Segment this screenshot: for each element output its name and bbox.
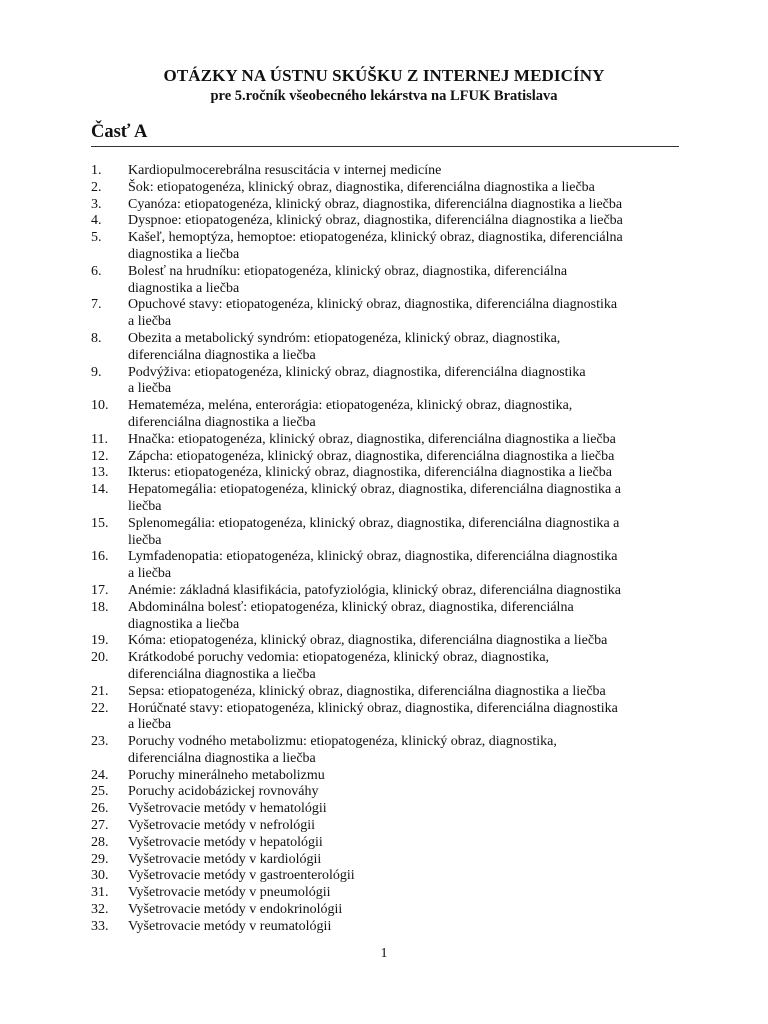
list-item — [91, 230, 691, 264]
question-text: Vyšetrovacie metódy v endokrinológii — [128, 902, 343, 918]
question-text: Hnačka: etiopatogenéza, klinický obraz, diagnostika, diferenciálna diagnostika a liečba — [128, 431, 616, 447]
question-text: a liečba — [128, 717, 172, 733]
question-text: Obezita a metabolický syndróm: etiopatogenéza, klinický obraz, diagnostika, — [128, 330, 561, 346]
question-number: 22. — [91, 700, 109, 716]
question-number: 10. — [91, 398, 109, 414]
question-text: liečba — [128, 532, 162, 548]
list-item — [91, 633, 691, 650]
question-text: diagnostika a liečba — [128, 280, 240, 296]
list-item — [91, 432, 691, 449]
question-number: 17. — [91, 582, 109, 598]
question-text: Zápcha: etiopatogenéza, klinický obraz, diagnostika, diferenciálna diagnostika a liečba — [128, 448, 615, 464]
question-number: 23. — [91, 734, 109, 750]
question-text: Hemateméza, meléna, enterorágia: etiopatogenéza, klinický obraz, diagnostika, — [128, 398, 573, 414]
question-text: a liečba — [128, 381, 172, 397]
question-text: Poruchy acidobázickej rovnováhy — [128, 784, 319, 800]
question-text: Splenomegália: etiopatogenéza, klinický obraz, diagnostika, diferenciálna diagnostika a — [128, 515, 620, 531]
question-number: 21. — [91, 683, 109, 699]
question-text: Abdominálna bolesť: etiopatogenéza, klinický obraz, diagnostika, diferenciálna — [128, 599, 574, 615]
document-subtitle: pre 5.ročník všeobecného lekárstva na LFUK Bratislava — [210, 88, 558, 104]
list-item — [91, 331, 691, 365]
question-text: Vyšetrovacie metódy v hematológii — [128, 801, 327, 817]
question-text: Krátkodobé poruchy vedomia: etiopatogenéza, klinický obraz, diagnostika, — [128, 650, 550, 666]
question-number: 26. — [91, 801, 109, 817]
question-number: 15. — [91, 515, 109, 531]
list-item — [91, 852, 691, 869]
list-item — [91, 784, 691, 801]
list-item — [91, 398, 691, 432]
list-item — [91, 801, 691, 818]
question-text: Anémie: základná klasifikácia, patofyziológia, klinický obraz, diferenciálna diagnostika — [128, 582, 621, 598]
question-text: Sepsa: etiopatogenéza, klinický obraz, diagnostika, diferenciálna diagnostika a liečba — [128, 683, 606, 699]
question-number: 4. — [91, 213, 102, 229]
section-heading: Časť A — [91, 122, 148, 142]
question-text: Poruchy minerálneho metabolizmu — [128, 767, 325, 783]
question-text: Bolesť na hrudníku: etiopatogenéza, klinický obraz, diagnostika, diferenciálna — [128, 263, 568, 279]
question-number: 18. — [91, 599, 109, 615]
list-item — [91, 818, 691, 835]
document-title: OTÁZKY NA ÚSTNU SKÚŠKU Z INTERNEJ MEDICÍNY — [163, 66, 605, 85]
list-item — [91, 885, 691, 902]
question-text: Horúčnaté stavy: etiopatogenéza, klinický obraz, diagnostika, diferenciálna diagnostika — [128, 700, 618, 716]
list-item — [91, 482, 691, 516]
question-number: 7. — [91, 297, 102, 313]
question-text: diferenciálna diagnostika a liečba — [128, 750, 316, 766]
list-item — [91, 868, 691, 885]
list-item — [91, 734, 691, 768]
question-number: 2. — [91, 179, 102, 195]
question-number: 33. — [91, 918, 109, 934]
list-item — [91, 449, 691, 466]
question-number: 13. — [91, 465, 109, 481]
question-text: Podvýživa: etiopatogenéza, klinický obraz, diagnostika, diferenciálna diagnostika — [128, 364, 586, 380]
question-number: 31. — [91, 885, 109, 901]
question-number: 32. — [91, 902, 109, 918]
question-text: Vyšetrovacie metódy v kardiológii — [128, 851, 322, 867]
section-divider — [91, 146, 679, 147]
question-text: a liečba — [128, 314, 172, 330]
question-text: Vyšetrovacie metódy v reumatológii — [128, 918, 332, 934]
question-text: Kardiopulmocerebrálna resuscitácia v internej medicíne — [128, 163, 442, 178]
question-number: 20. — [91, 650, 109, 666]
question-text: Lymfadenopatia: etiopatogenéza, klinický obraz, diagnostika, diferenciálna diagnostika — [128, 549, 618, 565]
list-item — [91, 297, 691, 331]
question-text: Vyšetrovacie metódy v pneumológii — [128, 885, 331, 901]
question-text: Hepatomegália: etiopatogenéza, klinický obraz, diagnostika, diferenciálna diagnostika a — [128, 482, 621, 498]
question-text: Opuchové stavy: etiopatogenéza, klinický obraz, diagnostika, diferenciálna diagnostika — [128, 297, 618, 313]
question-text: diferenciálna diagnostika a liečba — [128, 347, 316, 363]
question-number: 28. — [91, 834, 109, 850]
list-item — [91, 465, 691, 482]
question-text: Vyšetrovacie metódy v nefrológii — [128, 818, 316, 834]
question-number: 1. — [91, 163, 102, 178]
question-number: 8. — [91, 330, 102, 346]
question-text: diferenciálna diagnostika a liečba — [128, 666, 316, 682]
question-number: 24. — [91, 767, 109, 783]
question-number: 12. — [91, 448, 109, 464]
question-text: Poruchy vodného metabolizmu: etiopatogenéza, klinický obraz, diagnostika, — [128, 734, 557, 750]
question-number: 25. — [91, 784, 109, 800]
list-item — [91, 583, 691, 600]
question-number: 5. — [91, 230, 102, 246]
question-number: 19. — [91, 633, 109, 649]
question-text: Ikterus: etiopatogenéza, klinický obraz, diagnostika, diferenciálna diagnostika a liečba — [128, 465, 612, 481]
question-number: 16. — [91, 549, 109, 565]
list-item — [91, 701, 691, 735]
list-item — [91, 919, 691, 936]
question-text: Vyšetrovacie metódy v gastroenterológii — [128, 868, 355, 884]
question-number: 30. — [91, 868, 109, 884]
question-number: 9. — [91, 364, 102, 380]
question-number: 6. — [91, 263, 102, 279]
list-item — [91, 163, 691, 180]
list-item — [91, 197, 691, 214]
question-text: Cyanóza: etiopatogenéza, klinický obraz, diagnostika, diferenciálna diagnostika a liečba — [128, 196, 623, 212]
question-text: diferenciálna diagnostika a liečba — [128, 414, 316, 430]
question-number: 29. — [91, 851, 109, 867]
question-number: 27. — [91, 818, 109, 834]
question-text: diagnostika a liečba — [128, 246, 240, 262]
question-text: a liečba — [128, 566, 172, 582]
list-item — [91, 835, 691, 852]
question-text: Vyšetrovacie metódy v hepatológii — [128, 834, 323, 850]
question-text: Kóma: etiopatogenéza, klinický obraz, diagnostika, diferenciálna diagnostika a liečba — [128, 633, 608, 649]
question-text: Dyspnoe: etiopatogenéza, klinický obraz, diagnostika, diferenciálna diagnostika a liečba — [128, 213, 623, 229]
page-number: 1 — [380, 946, 388, 961]
list-item — [91, 650, 691, 684]
list-item — [91, 213, 691, 230]
question-text: Kašeľ, hemoptýza, hemoptoe: etiopatogenéza, klinický obraz, diagnostika, diferenciálna — [128, 230, 623, 246]
question-list — [91, 163, 691, 936]
question-text: Šok: etiopatogenéza, klinický obraz, diagnostika, diferenciálna diagnostika a liečba — [128, 179, 595, 195]
list-item — [91, 549, 691, 583]
list-item — [91, 902, 691, 919]
list-item — [91, 516, 691, 550]
list-item — [91, 684, 691, 701]
list-item — [91, 365, 691, 399]
list-item — [91, 600, 691, 634]
question-number: 11. — [91, 431, 108, 447]
question-number: 14. — [91, 482, 109, 498]
question-number: 3. — [91, 196, 102, 212]
list-item — [91, 264, 691, 298]
list-item — [91, 180, 691, 197]
question-text: diagnostika a liečba — [128, 616, 240, 632]
question-text: liečba — [128, 498, 162, 514]
list-item — [91, 768, 691, 785]
